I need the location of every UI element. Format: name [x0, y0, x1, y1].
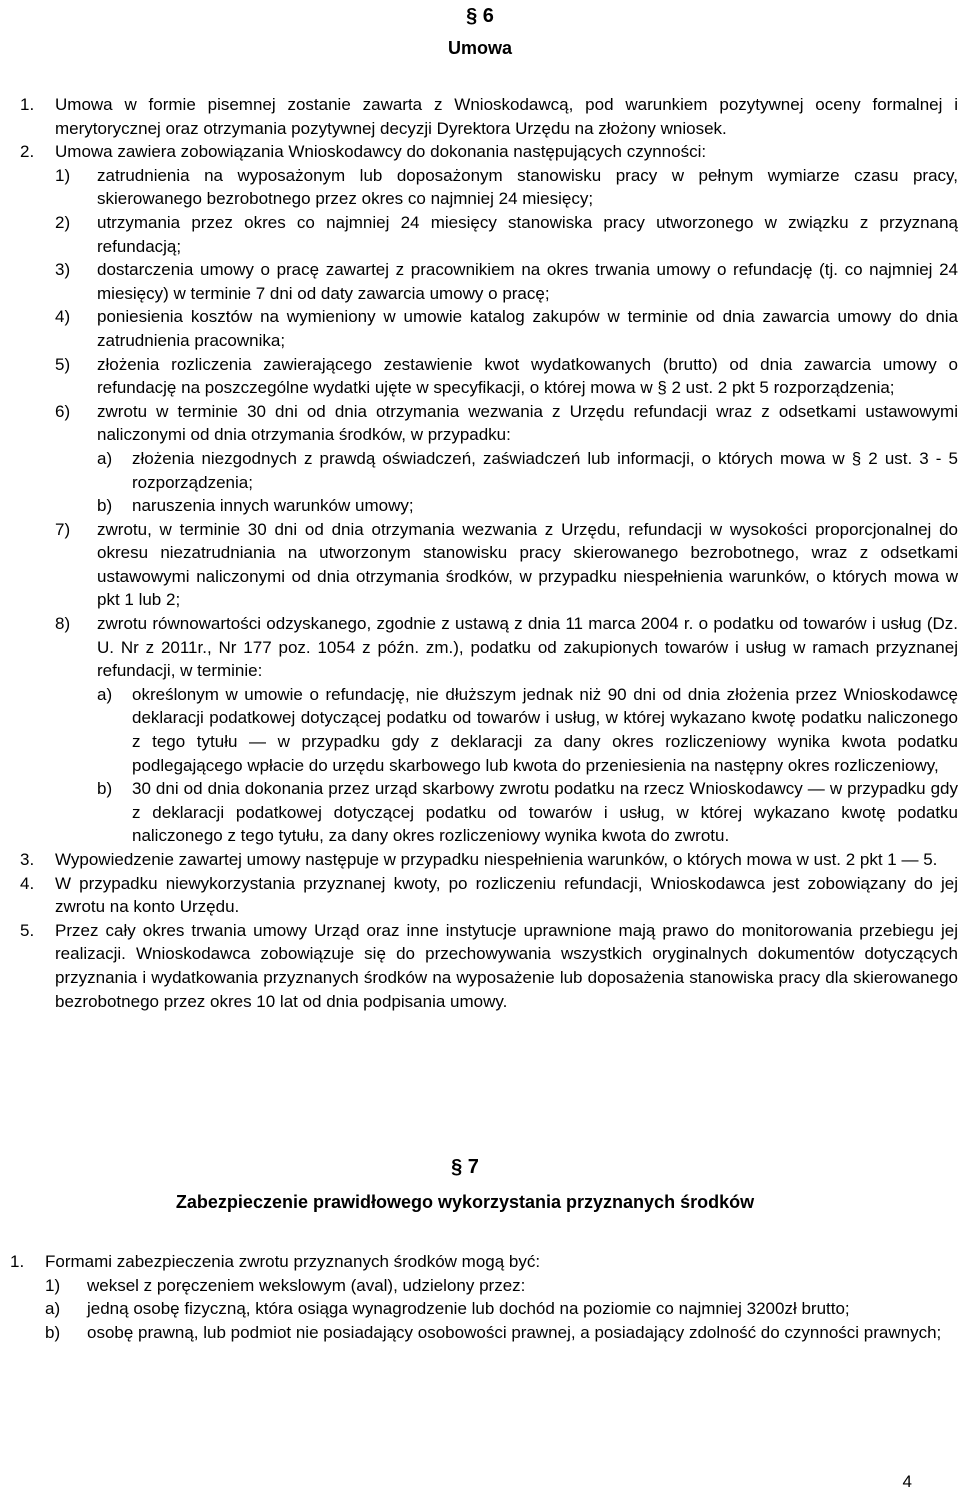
- item-text: Umowa zawiera zobowiązania Wnioskodawcy do dokonania następujących czynności:: [55, 142, 707, 162]
- section-6-item-2-point-2: [55, 211, 958, 258]
- section-6-item-1: [20, 93, 958, 140]
- item-number: 1): [55, 165, 71, 185]
- section-7-title: Zabezpieczenie prawidłowego wykorzystania przyznanych środków: [175, 1192, 755, 1212]
- section-6-item-2-point-5: [55, 353, 958, 400]
- section-6-item-2-point-4: [55, 305, 958, 352]
- section-7-item-1-point-1: [45, 1274, 958, 1298]
- section-6-item-2-point-8-a: [97, 683, 958, 777]
- section-6-item-3: [20, 848, 958, 872]
- section-6-item-2-point-8: [55, 612, 958, 683]
- item-text: zwrotu w terminie 30 dni od dnia otrzymania wezwania z Urzędu refundacji wraz z odsetkami ustawowymi naliczonymi od dnia otrzymania środków, w przypadku:: [97, 401, 958, 445]
- item-text: naruszenia innych warunków umowy;: [132, 496, 414, 516]
- item-number: 1.: [10, 1252, 25, 1271]
- item-letter: a): [97, 448, 113, 468]
- item-number: 8): [55, 614, 71, 634]
- item-text: utrzymania przez okres co najmniej 24 miesięcy stanowiska pracy utworzonego w związku z przyznaną refundacją;: [97, 212, 958, 256]
- item-letter: b): [97, 496, 113, 516]
- item-letter: b): [97, 779, 113, 799]
- item-number: 2.: [20, 142, 35, 162]
- section-6-number: § 6: [466, 5, 494, 27]
- item-text: Wypowiedzenie zawartej umowy następuje w przypadku niespełnienia warunków, o których mowa w ust. 2 pkt 1 — 5.: [55, 850, 938, 869]
- item-text: dostarczenia umowy o pracę zawartej z pracownikiem na okres trwania umowy o refundację (tj. co najmniej 24 miesięcy) w terminie 7 dni od daty zawarcia umowy o pracę;: [97, 260, 958, 303]
- item-text: osobę prawną, lub podmiot nie posiadający osobowości prawnej, a posiadający zdolność do czynności prawnych;: [87, 1322, 942, 1342]
- item-letter: a): [45, 1299, 61, 1319]
- item-text: Umowa w formie pisemnej zostanie zawarta z Wnioskodawcą, pod warunkiem pozytywnej oceny formalnej i merytorycznej oraz otrzymania pozytywnej decyzji Dyrektora Urzędu na złożony wniosek.: [55, 95, 958, 138]
- item-letter: a): [97, 684, 113, 704]
- item-number: 5.: [20, 920, 35, 940]
- item-text: Przez cały okres trwania umowy Urząd oraz inne instytucje uprawnione mają prawo do monitorowania przebiegu jej realizacji. Wnioskodawca zobowiązuje się do przechowywania wszystkich oryginalnych dokumentów dotyczących przyznania i wydatkowania przyznanych środków na wyposażenie lub doposażenia stanowiska pracy dla skierowanego bezrobotnego przez okres 10 lat od dnia podpisania umowy.: [55, 920, 958, 1011]
- section-6-item-2-point-6-a: [97, 447, 958, 494]
- item-number: 1): [45, 1275, 61, 1295]
- item-text: złożenia niezgodnych z prawdą oświadczeń, zaświadczeń lub informacji, o których mowa w § 2 ust. 3 - 5 rozporządzenia;: [132, 448, 958, 492]
- item-number: 6): [55, 401, 71, 421]
- section-6-item-5: [20, 919, 958, 1013]
- page-number: 4: [902, 1472, 912, 1491]
- item-number: 4): [55, 307, 71, 327]
- item-text: zwrotu, w terminie 30 dni od dnia otrzymania wezwania z Urzędu, refundacji w wysokości proporcjonalnej do okresu niezatrudniania na utworzonym stanowisku pracy skierowanego bezrobotnego, wraz z odsetkami ustawowymi naliczonymi od dnia otrzymania środków, w przypadku niespełnienia warunków, o których mowa w pkt 1 lub 2;: [97, 519, 958, 610]
- section-6-item-2: [20, 140, 958, 164]
- item-text: jedną osobę fizyczną, która osiąga wynagrodzenie lub dochód na poziomie co najmniej 3200zł brutto;: [87, 1299, 850, 1319]
- item-text: zwrotu równowartości odzyskanego, zgodnie z ustawą z dnia 11 marca 2004 r. o podatku od towarów i usług (Dz. U. Nr z 2011r., Nr 177 poz. 1054 z późn. zm.), podatku od zakupionych towarów i usług w ramach przyznanej refundacji, w terminie:: [97, 614, 958, 681]
- section-6-item-2-point-8-b: [97, 777, 958, 848]
- section-7-number: § 7: [451, 1156, 479, 1178]
- item-number: 2): [55, 212, 71, 232]
- section-6-item-2-point-7: [55, 518, 958, 612]
- section-7-item-1-b: [45, 1321, 958, 1345]
- section-6-item-2-point-3: [55, 258, 958, 305]
- item-text: 30 dni od dnia dokonania przez urząd skarbowy zwrotu podatku na rzecz Wnioskodawcy — w przypadku gdy z deklaracji podatkowej dotyczącej podatku od towarów i usług, w której wykazano kwotę podatku naliczonego z tego tytułu, za dany okres rozliczeniowy wynika kwota do zwrotu.: [132, 779, 958, 846]
- item-number: 3): [55, 260, 71, 280]
- item-number: 3.: [20, 850, 35, 869]
- item-text: zatrudnienia na wyposażonym lub doposażonym stanowisku pracy w pełnym wymiarze czasu pracy, skierowanego bezrobotnego przez okres co najmniej 24 miesięcy;: [97, 165, 958, 209]
- item-number: 7): [55, 519, 71, 539]
- item-text: Formami zabezpieczenia zwrotu przyznanych środków mogą być:: [45, 1252, 541, 1271]
- item-number: 5): [55, 354, 71, 374]
- section-6-item-2-point-6: [55, 400, 958, 447]
- section-7-item-1: [10, 1250, 958, 1274]
- item-text: złożenia rozliczenia zawierającego zestawienie kwot wydatkowanych (brutto) od dnia zawarcia umowy o refundację na poszczególne wydatki ujęte w specyfikacji, o której mowa w § 2 ust. 2 pkt 5 rozporządzenia;: [97, 354, 958, 398]
- section-7-body: [0, 1250, 958, 1344]
- item-number: 4.: [20, 873, 35, 893]
- section-6-item-2-point-6-b: [97, 494, 958, 518]
- item-text: weksel z poręczeniem wekslowym (aval), udzielony przez:: [87, 1275, 526, 1295]
- item-text: W przypadku niewykorzystania przyznanej kwoty, po rozliczeniu refundacji, Wnioskodawca jest zobowiązany do jej zwrotu na konto Urzędu.: [55, 873, 958, 917]
- item-text: poniesienia kosztów na wymieniony w umowie katalog zakupów w terminie od dnia zawarcia umowy do dnia zatrudnienia pracownika;: [97, 307, 958, 350]
- section-6-title: Umowa: [447, 38, 512, 58]
- item-text: określonym w umowie o refundację, nie dłuższym jednak niż 90 dni od dnia złożenia przez Wnioskodawcę deklaracji podatkowej dotyczącej podatku od towarów i usług, w której wykazano kwotę podatku naliczonego z tego tytułu — w przypadku gdy z deklaracji za dany okres rozliczeniowy wynika kwota podatku podlegającego wpłacie do urzędu skarbowego lub kwota do przeniesienia na następny okres rozliczeniowy,: [132, 684, 958, 775]
- section-7-item-1-a: [45, 1297, 958, 1321]
- item-number: 1.: [20, 95, 35, 114]
- section-6-item-4: [20, 872, 958, 919]
- section-6-item-2-point-1: [55, 164, 958, 211]
- item-letter: b): [45, 1322, 61, 1342]
- section-6-body: [10, 93, 958, 1013]
